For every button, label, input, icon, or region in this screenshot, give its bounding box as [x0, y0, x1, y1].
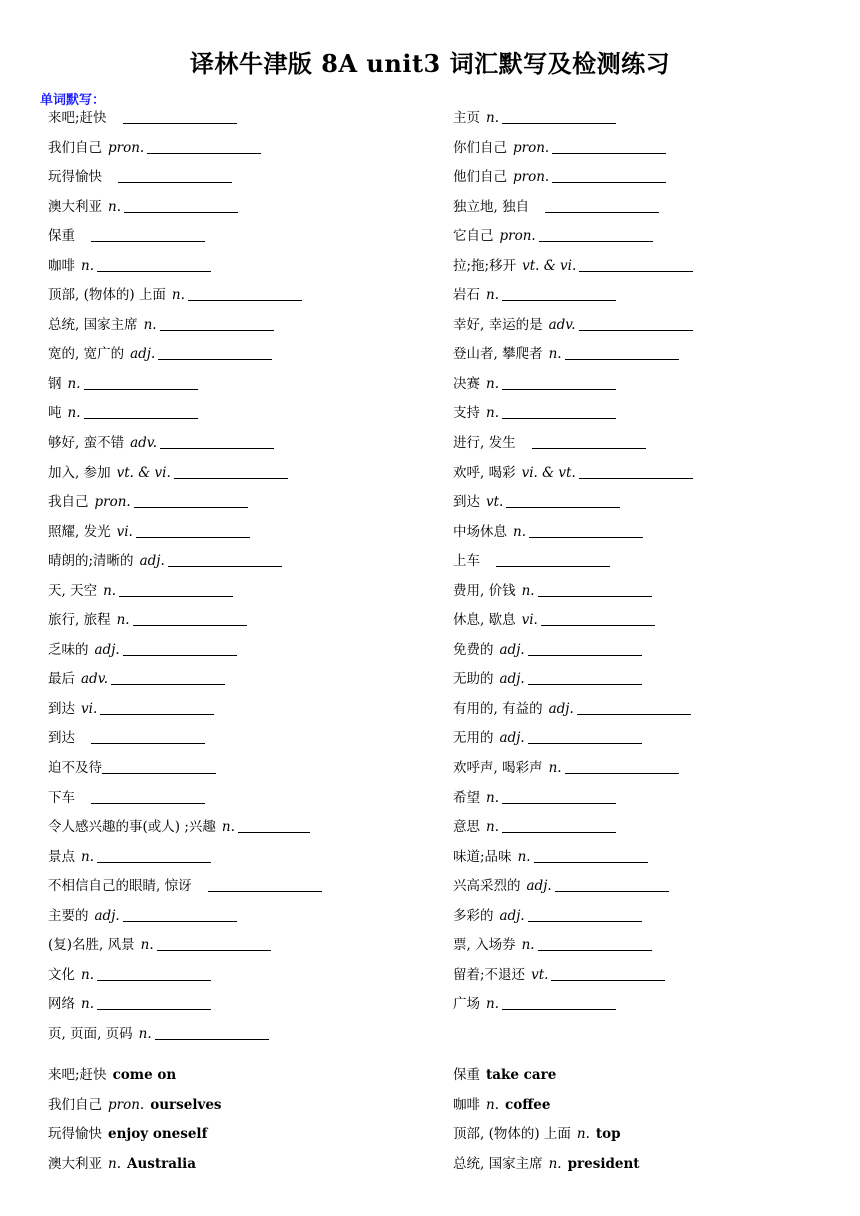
part-of-speech: n. [67, 405, 81, 422]
answer-blank[interactable] [123, 907, 237, 922]
answer-blank[interactable] [534, 848, 648, 863]
answer-blank[interactable] [541, 611, 655, 626]
part-of-speech: adv. [548, 316, 576, 333]
english-answer: enjoy oneself [108, 1126, 208, 1143]
part-of-speech: n. [486, 287, 499, 304]
vocab-row [48, 222, 448, 252]
answer-blank[interactable] [118, 168, 232, 183]
chinese-meaning: 咖啡 [48, 257, 75, 274]
chinese-meaning: 兴高采烈的 [453, 878, 521, 895]
part-of-speech: n. [171, 287, 185, 304]
part-of-speech: n. [67, 375, 81, 392]
vocab-row [453, 902, 853, 932]
answer-blank[interactable] [502, 789, 616, 804]
part-of-speech: n. [486, 789, 499, 806]
vocab-row [453, 606, 853, 636]
vocab-row [453, 488, 853, 518]
chinese-meaning: 令人感兴趣的事(或人) ;兴趣 [48, 819, 216, 836]
answer-blank[interactable] [160, 316, 274, 331]
chinese-meaning: 总统, 国家主席 [48, 316, 138, 333]
part-of-speech: vi. [81, 700, 98, 717]
part-of-speech: n. [116, 612, 130, 629]
vocab-row [453, 547, 853, 577]
part-of-speech: pron. [513, 169, 550, 186]
part-of-speech: n. [521, 582, 535, 599]
vocab-row [453, 518, 853, 548]
vocab-row [453, 104, 853, 134]
part-of-speech: adj. [499, 907, 525, 924]
chinese-meaning: 味道;品味 [453, 848, 512, 865]
answer-blank[interactable] [528, 670, 642, 685]
chinese-meaning: 最后 [48, 671, 75, 688]
chinese-meaning: 来吧;赶快 [48, 1067, 107, 1083]
vocab-row [48, 695, 448, 725]
vocab-row [453, 990, 853, 1020]
part-of-speech: n. [108, 198, 121, 215]
vocab-row [48, 340, 448, 370]
chinese-meaning: 我们自己 [48, 139, 102, 156]
english-answer: top [595, 1126, 621, 1143]
vocab-row [48, 784, 448, 814]
chinese-meaning: 有用的, 有益的 [453, 700, 543, 717]
part-of-speech: n. [108, 1155, 121, 1172]
vocab-row [48, 163, 448, 193]
vocab-row [453, 281, 853, 311]
part-of-speech: n. [81, 966, 94, 983]
part-of-speech: n. [521, 937, 535, 954]
answer-blank[interactable] [155, 1025, 269, 1040]
answer-blank[interactable] [157, 936, 271, 951]
chinese-meaning: 上车 [453, 553, 480, 570]
vocab-row [48, 931, 448, 961]
vocab-row [48, 961, 448, 991]
vocab-row [48, 104, 448, 134]
chinese-meaning: 够好, 蛮不错 [48, 435, 125, 452]
part-of-speech: n. [576, 1126, 590, 1143]
answer-blank[interactable] [545, 198, 659, 213]
answer-column-right [453, 1061, 853, 1179]
english-answer: Australia [127, 1155, 196, 1172]
part-of-speech: n. [143, 316, 157, 333]
vocab-row [48, 724, 448, 754]
answer-blank[interactable] [555, 877, 669, 892]
chinese-meaning: 票, 入场券 [453, 937, 516, 954]
chinese-meaning: 无用的 [453, 730, 494, 747]
answer-blank[interactable] [147, 139, 261, 154]
answer-blank[interactable] [539, 227, 653, 242]
chinese-meaning: 玩得愉快 [48, 1126, 102, 1143]
part-of-speech: pron. [108, 1096, 145, 1113]
part-of-speech: n. [486, 405, 499, 422]
part-of-speech: adj. [139, 553, 165, 570]
answer-blank[interactable] [208, 877, 322, 892]
vocab-column-left [48, 104, 448, 1050]
chinese-meaning: 广场 [453, 996, 480, 1013]
part-of-speech: adj. [499, 671, 525, 688]
english-answer: ourselves [150, 1096, 222, 1113]
chinese-meaning: 留着;不退还 [453, 966, 526, 983]
answer-blank[interactable] [97, 966, 211, 981]
answer-blank[interactable] [124, 198, 238, 213]
part-of-speech: n. [548, 346, 562, 363]
english-answer: take care [486, 1067, 557, 1083]
answer-blank[interactable] [84, 404, 198, 419]
part-of-speech: n. [81, 996, 94, 1013]
chinese-meaning: 欢呼声, 喝彩声 [453, 760, 543, 777]
answer-blank[interactable] [528, 729, 642, 744]
part-of-speech: adj. [548, 700, 574, 717]
chinese-meaning: 网络 [48, 996, 75, 1013]
part-of-speech: n. [81, 257, 94, 274]
vocab-row [453, 695, 853, 725]
part-of-speech: n. [103, 582, 117, 599]
chinese-meaning: 欢呼, 喝彩 [453, 464, 516, 481]
part-of-speech: adj. [499, 641, 525, 658]
answer-blank[interactable] [97, 257, 211, 272]
vocab-row [48, 872, 448, 902]
chinese-meaning: 到达 [48, 700, 75, 717]
chinese-meaning: 幸好, 幸运的是 [453, 316, 543, 333]
part-of-speech: n. [548, 1155, 562, 1172]
vocab-row [453, 843, 853, 873]
vocab-row [48, 577, 448, 607]
answer-blank[interactable] [160, 434, 274, 449]
answer-row [453, 1061, 853, 1091]
chinese-meaning: 来吧;赶快 [48, 110, 107, 126]
chinese-meaning: 吨 [48, 405, 62, 422]
answer-row [48, 1120, 448, 1150]
chinese-meaning: 你们自己 [453, 139, 507, 156]
chinese-meaning: 迫不及待 [48, 760, 102, 777]
chinese-meaning: 钢 [48, 375, 62, 392]
vocab-row [48, 518, 448, 548]
answer-blank[interactable] [502, 109, 616, 124]
section-label: 单词默写： [40, 93, 106, 108]
answer-blank[interactable] [168, 552, 282, 567]
chinese-meaning: 休息, 歇息 [453, 612, 516, 629]
vocab-row [48, 636, 448, 666]
vocab-row [453, 724, 853, 754]
chinese-meaning: 文化 [48, 966, 75, 983]
vocab-row [48, 843, 448, 873]
part-of-speech: adj. [94, 907, 120, 924]
part-of-speech: vi. & vt. [521, 464, 576, 481]
chinese-meaning: 登山者, 攀爬者 [453, 346, 543, 363]
vocab-row [48, 547, 448, 577]
chinese-meaning: 到达 [453, 494, 480, 511]
vocab-row [453, 429, 853, 459]
answer-blank[interactable] [111, 670, 225, 685]
chinese-meaning: 顶部, (物体的) 上面 [48, 287, 166, 304]
answer-row [453, 1150, 853, 1180]
part-of-speech: vt. [486, 494, 504, 511]
answer-blank[interactable] [91, 729, 205, 744]
chinese-meaning: 多彩的 [453, 907, 494, 924]
part-of-speech: vi. [521, 612, 538, 629]
answer-blank[interactable] [506, 493, 620, 508]
part-of-speech: pron. [499, 228, 536, 245]
vocab-row [48, 429, 448, 459]
part-of-speech: adj. [130, 346, 156, 363]
page-title: 译林牛津版 8A unit3 词汇默写及检测练习 [189, 49, 671, 78]
chinese-meaning: 天, 天空 [48, 582, 98, 599]
answer-blank[interactable] [528, 907, 642, 922]
answer-blank[interactable] [502, 286, 616, 301]
part-of-speech: n. [140, 937, 154, 954]
answer-blank[interactable] [158, 345, 272, 360]
vocab-row [48, 606, 448, 636]
part-of-speech: n. [138, 1025, 152, 1042]
answer-blank[interactable] [532, 434, 646, 449]
chinese-meaning: 他们自己 [453, 169, 507, 186]
vocab-row [453, 370, 853, 400]
chinese-meaning: 页, 页面, 页码 [48, 1025, 133, 1042]
answer-blank[interactable] [119, 582, 233, 597]
vocab-row [48, 754, 448, 784]
vocab-row [48, 1020, 448, 1050]
chinese-meaning: 主要的 [48, 907, 89, 924]
vocab-row [48, 459, 448, 489]
vocab-row [453, 754, 853, 784]
part-of-speech: n. [513, 523, 526, 540]
part-of-speech: pron. [513, 139, 550, 156]
part-of-speech: vi. [116, 523, 133, 540]
chinese-meaning: 加入, 参加 [48, 464, 111, 481]
answer-blank[interactable] [97, 848, 211, 863]
english-answer: coffee [505, 1096, 551, 1113]
answer-blank[interactable] [174, 464, 288, 479]
part-of-speech: n. [221, 819, 235, 836]
answer-row [453, 1091, 853, 1121]
answer-blank[interactable] [579, 316, 693, 331]
vocab-row [453, 163, 853, 193]
chinese-meaning: 独立地, 独自 [453, 198, 530, 215]
vocab-row [453, 193, 853, 223]
vocab-row [453, 134, 853, 164]
chinese-meaning: 宽的, 宽广的 [48, 346, 125, 363]
part-of-speech: n. [486, 819, 499, 836]
answer-blank[interactable] [502, 404, 616, 419]
chinese-meaning: 澳大利亚 [48, 198, 102, 215]
chinese-meaning: 晴朗的;清晰的 [48, 553, 134, 570]
english-answer: come on [112, 1067, 177, 1083]
part-of-speech: vt. & vi. [116, 464, 171, 481]
chinese-meaning: 下车 [48, 789, 75, 806]
part-of-speech: pron. [108, 139, 145, 156]
chinese-meaning: 主页 [453, 110, 480, 126]
vocab-row [48, 665, 448, 695]
vocab-row [48, 399, 448, 429]
chinese-meaning: 决赛 [453, 375, 480, 392]
answer-blank[interactable] [529, 523, 643, 538]
part-of-speech: n. [486, 110, 499, 126]
answer-blank[interactable] [538, 936, 652, 951]
part-of-speech: vt. & vi. [522, 257, 577, 274]
answer-row [48, 1091, 448, 1121]
answer-blank[interactable] [123, 641, 237, 656]
answer-blank[interactable] [552, 139, 666, 154]
chinese-meaning: 中场休息 [453, 523, 507, 540]
part-of-speech: n. [486, 1096, 499, 1113]
chinese-meaning: 澳大利亚 [48, 1155, 102, 1172]
part-of-speech: adj. [499, 730, 525, 747]
chinese-meaning: 费用, 价钱 [453, 582, 516, 599]
chinese-meaning: 拉;拖;移开 [453, 257, 517, 274]
chinese-meaning: 意思 [453, 819, 480, 836]
answer-blank[interactable] [123, 109, 237, 124]
answer-blank[interactable] [136, 523, 250, 538]
part-of-speech: vt. [531, 966, 549, 983]
part-of-speech: adj. [94, 641, 120, 658]
chinese-meaning: 希望 [453, 789, 480, 806]
answer-blank[interactable] [565, 345, 679, 360]
chinese-meaning: 免费的 [453, 641, 494, 658]
part-of-speech: pron. [94, 494, 131, 511]
vocab-row [48, 488, 448, 518]
chinese-meaning: 玩得愉快 [48, 169, 102, 186]
chinese-meaning: 景点 [48, 848, 75, 865]
part-of-speech: n. [486, 375, 499, 392]
answer-blank[interactable] [579, 257, 693, 272]
chinese-meaning: 照耀, 发光 [48, 523, 111, 540]
answer-blank[interactable] [134, 493, 248, 508]
part-of-speech: adv. [130, 435, 158, 452]
chinese-meaning: 无助的 [453, 671, 494, 688]
answer-column-left [48, 1061, 448, 1179]
vocab-row [48, 252, 448, 282]
answer-blank[interactable] [528, 641, 642, 656]
answer-blank[interactable] [502, 375, 616, 390]
chinese-meaning: 进行, 发生 [453, 435, 516, 452]
chinese-meaning: 支持 [453, 405, 480, 422]
answer-blank[interactable] [502, 995, 616, 1010]
answer-row [453, 1120, 853, 1150]
part-of-speech: n. [486, 996, 499, 1013]
answer-blank[interactable] [496, 552, 610, 567]
vocab-row [453, 340, 853, 370]
vocab-row [453, 459, 853, 489]
answer-blank[interactable] [538, 582, 652, 597]
vocab-row [48, 134, 448, 164]
vocab-row [48, 281, 448, 311]
chinese-meaning: 顶部, (物体的) 上面 [453, 1126, 571, 1143]
chinese-meaning: 保重 [48, 228, 75, 245]
vocab-row [453, 961, 853, 991]
chinese-meaning: 旅行, 旅程 [48, 612, 111, 629]
answer-blank[interactable] [565, 759, 679, 774]
vocab-row [48, 990, 448, 1020]
vocab-row [48, 902, 448, 932]
chinese-meaning: 不相信自己的眼睛, 惊讶 [48, 878, 192, 895]
vocab-row [453, 311, 853, 341]
answer-blank[interactable] [502, 818, 616, 833]
chinese-meaning: 保重 [453, 1067, 480, 1083]
answer-blank[interactable] [91, 227, 205, 242]
chinese-meaning: 我自己 [48, 494, 89, 511]
vocab-row [453, 813, 853, 843]
vocab-column-right [453, 104, 853, 1020]
vocab-row [453, 784, 853, 814]
chinese-meaning: 乏味的 [48, 641, 89, 658]
part-of-speech: adv. [81, 671, 109, 688]
answer-row [48, 1061, 448, 1091]
part-of-speech: adj. [526, 878, 552, 895]
chinese-meaning: (复)名胜, 风景 [48, 937, 135, 954]
vocab-row [48, 813, 448, 843]
part-of-speech: n. [548, 760, 562, 777]
chinese-meaning: 我们自己 [48, 1096, 102, 1113]
answer-blank[interactable] [579, 464, 693, 479]
answer-blank[interactable] [100, 700, 214, 715]
chinese-meaning: 总统, 国家主席 [453, 1155, 543, 1172]
vocab-row [48, 311, 448, 341]
answer-blank[interactable] [97, 995, 211, 1010]
answer-blank[interactable] [238, 818, 310, 833]
answer-blank[interactable] [102, 759, 216, 774]
vocab-row [453, 577, 853, 607]
answer-blank[interactable] [91, 789, 205, 804]
answer-blank[interactable] [188, 286, 302, 301]
part-of-speech: n. [81, 848, 94, 865]
answer-blank[interactable] [577, 700, 691, 715]
vocab-row [453, 252, 853, 282]
part-of-speech: n. [517, 848, 531, 865]
vocab-row [453, 931, 853, 961]
answer-blank[interactable] [133, 611, 247, 626]
chinese-meaning: 到达 [48, 730, 75, 747]
vocab-row [453, 636, 853, 666]
english-answer: president [567, 1155, 640, 1172]
vocab-row [48, 370, 448, 400]
vocab-row [48, 193, 448, 223]
answer-blank[interactable] [552, 168, 666, 183]
vocab-row [453, 222, 853, 252]
chinese-meaning: 咖啡 [453, 1096, 480, 1113]
chinese-meaning: 岩石 [453, 287, 480, 304]
vocab-row [453, 665, 853, 695]
vocab-row [453, 872, 853, 902]
answer-blank[interactable] [551, 966, 665, 981]
answer-row [48, 1150, 448, 1180]
vocab-row [453, 399, 853, 429]
answer-blank[interactable] [84, 375, 198, 390]
chinese-meaning: 它自己 [453, 228, 494, 245]
